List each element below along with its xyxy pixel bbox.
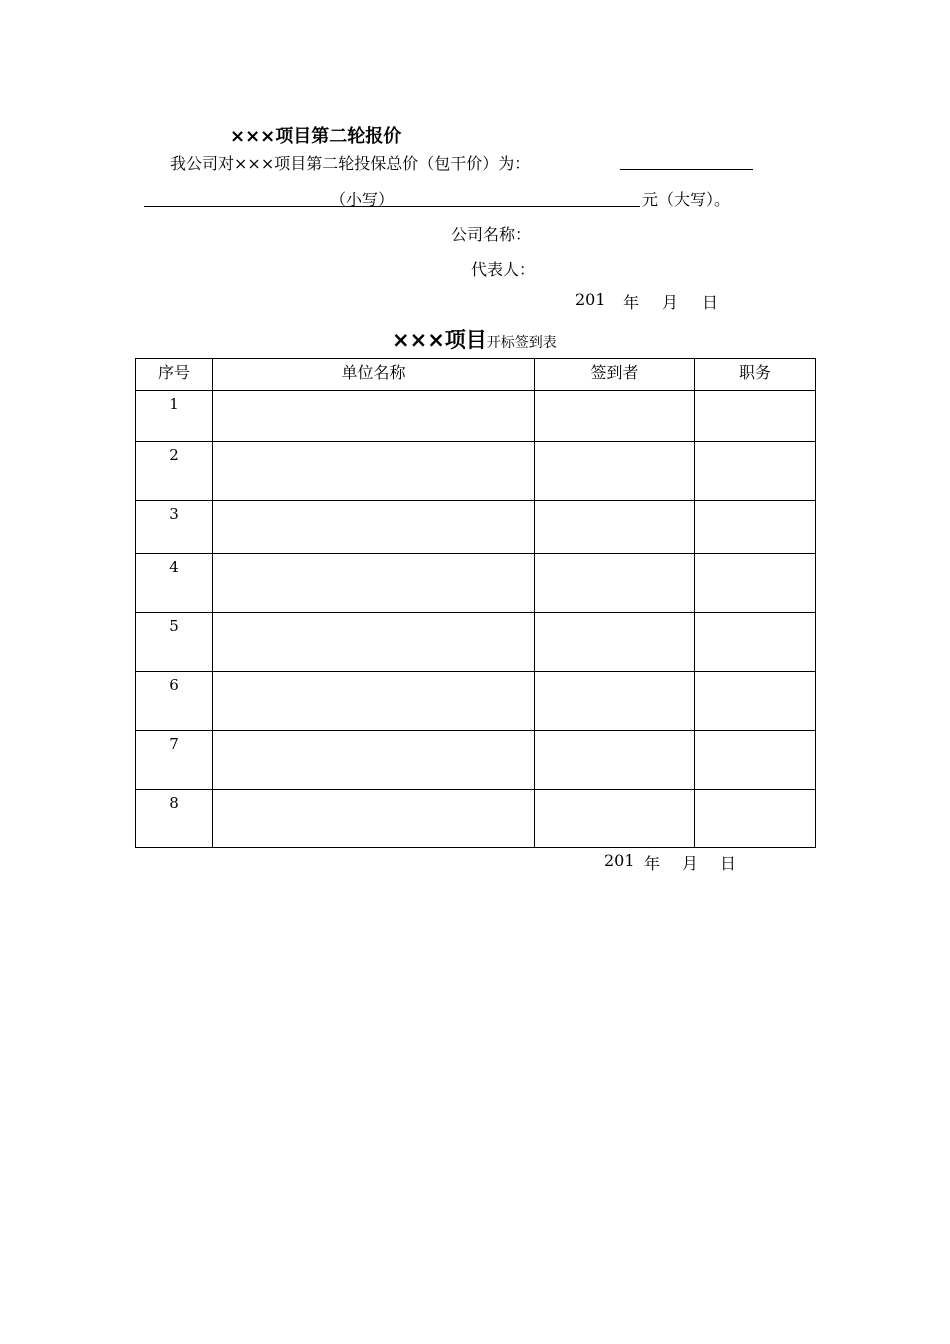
row-index: 8 [136, 790, 213, 848]
position-cell[interactable] [695, 672, 816, 731]
table-row [136, 672, 816, 731]
quote-date-month-label: 月 [662, 293, 679, 312]
table-row [136, 501, 816, 554]
table-row [136, 554, 816, 613]
row-index: 3 [136, 501, 213, 554]
signin-date-day-label: 日 [720, 854, 737, 873]
row-index: 4 [136, 554, 213, 613]
signin-date-year: 201 [604, 851, 635, 870]
row-index: 2 [136, 442, 213, 501]
header-position: 职务 [695, 359, 816, 391]
total-price-blank[interactable] [620, 169, 753, 170]
header-signer: 签到者 [535, 359, 695, 391]
row-index: 6 [136, 672, 213, 731]
signer-cell[interactable] [535, 672, 695, 731]
signer-cell[interactable] [535, 501, 695, 554]
signin-title [392, 324, 557, 354]
quote-total-price-text: 我公司对×××项目第二轮投保总价（包干价）为： [170, 154, 531, 173]
row-index: 1 [136, 391, 213, 442]
table-row [136, 442, 816, 501]
signin-title-sub: 开标签到表 [486, 335, 557, 351]
signin-table [135, 358, 816, 848]
quote-date-day-label: 日 [702, 293, 719, 312]
signer-cell[interactable] [535, 442, 695, 501]
big-amount-label: 元（大写）。 [642, 190, 731, 209]
representative-label: 代表人： [471, 260, 536, 279]
signin-title-main: ×××项目 [392, 328, 487, 352]
header-unit-name: 单位名称 [213, 359, 535, 391]
position-cell[interactable] [695, 391, 816, 442]
unit-name-cell[interactable] [213, 501, 535, 554]
table-row [136, 391, 816, 442]
position-cell[interactable] [695, 442, 816, 501]
position-cell[interactable] [695, 501, 816, 554]
quote-date-year: 201 [575, 290, 606, 309]
signin-date-month-label: 月 [682, 854, 699, 873]
position-cell[interactable] [695, 731, 816, 790]
signer-cell[interactable] [535, 391, 695, 442]
signin-date-year-label: 年 [644, 854, 661, 873]
quote-title: ×××项目第二轮报价 [230, 126, 402, 147]
unit-name-cell[interactable] [213, 442, 535, 501]
signer-cell[interactable] [535, 613, 695, 672]
table-header-row [136, 359, 816, 391]
row-index: 7 [136, 731, 213, 790]
unit-name-cell[interactable] [213, 790, 535, 848]
position-cell[interactable] [695, 790, 816, 848]
position-cell[interactable] [695, 554, 816, 613]
unit-name-cell[interactable] [213, 613, 535, 672]
small-amount-label: （小写） [330, 190, 395, 209]
row-index: 5 [136, 613, 213, 672]
unit-name-cell[interactable] [213, 731, 535, 790]
unit-name-cell[interactable] [213, 391, 535, 442]
unit-name-cell[interactable] [213, 554, 535, 613]
table-row [136, 790, 816, 848]
signer-cell[interactable] [535, 554, 695, 613]
quote-date-year-label: 年 [623, 293, 640, 312]
signer-cell[interactable] [535, 731, 695, 790]
table-row [136, 613, 816, 672]
unit-name-cell[interactable] [213, 672, 535, 731]
table-row [136, 731, 816, 790]
position-cell[interactable] [695, 613, 816, 672]
signer-cell[interactable] [535, 790, 695, 848]
header-index: 序号 [136, 359, 213, 391]
company-name-label: 公司名称： [451, 225, 532, 244]
